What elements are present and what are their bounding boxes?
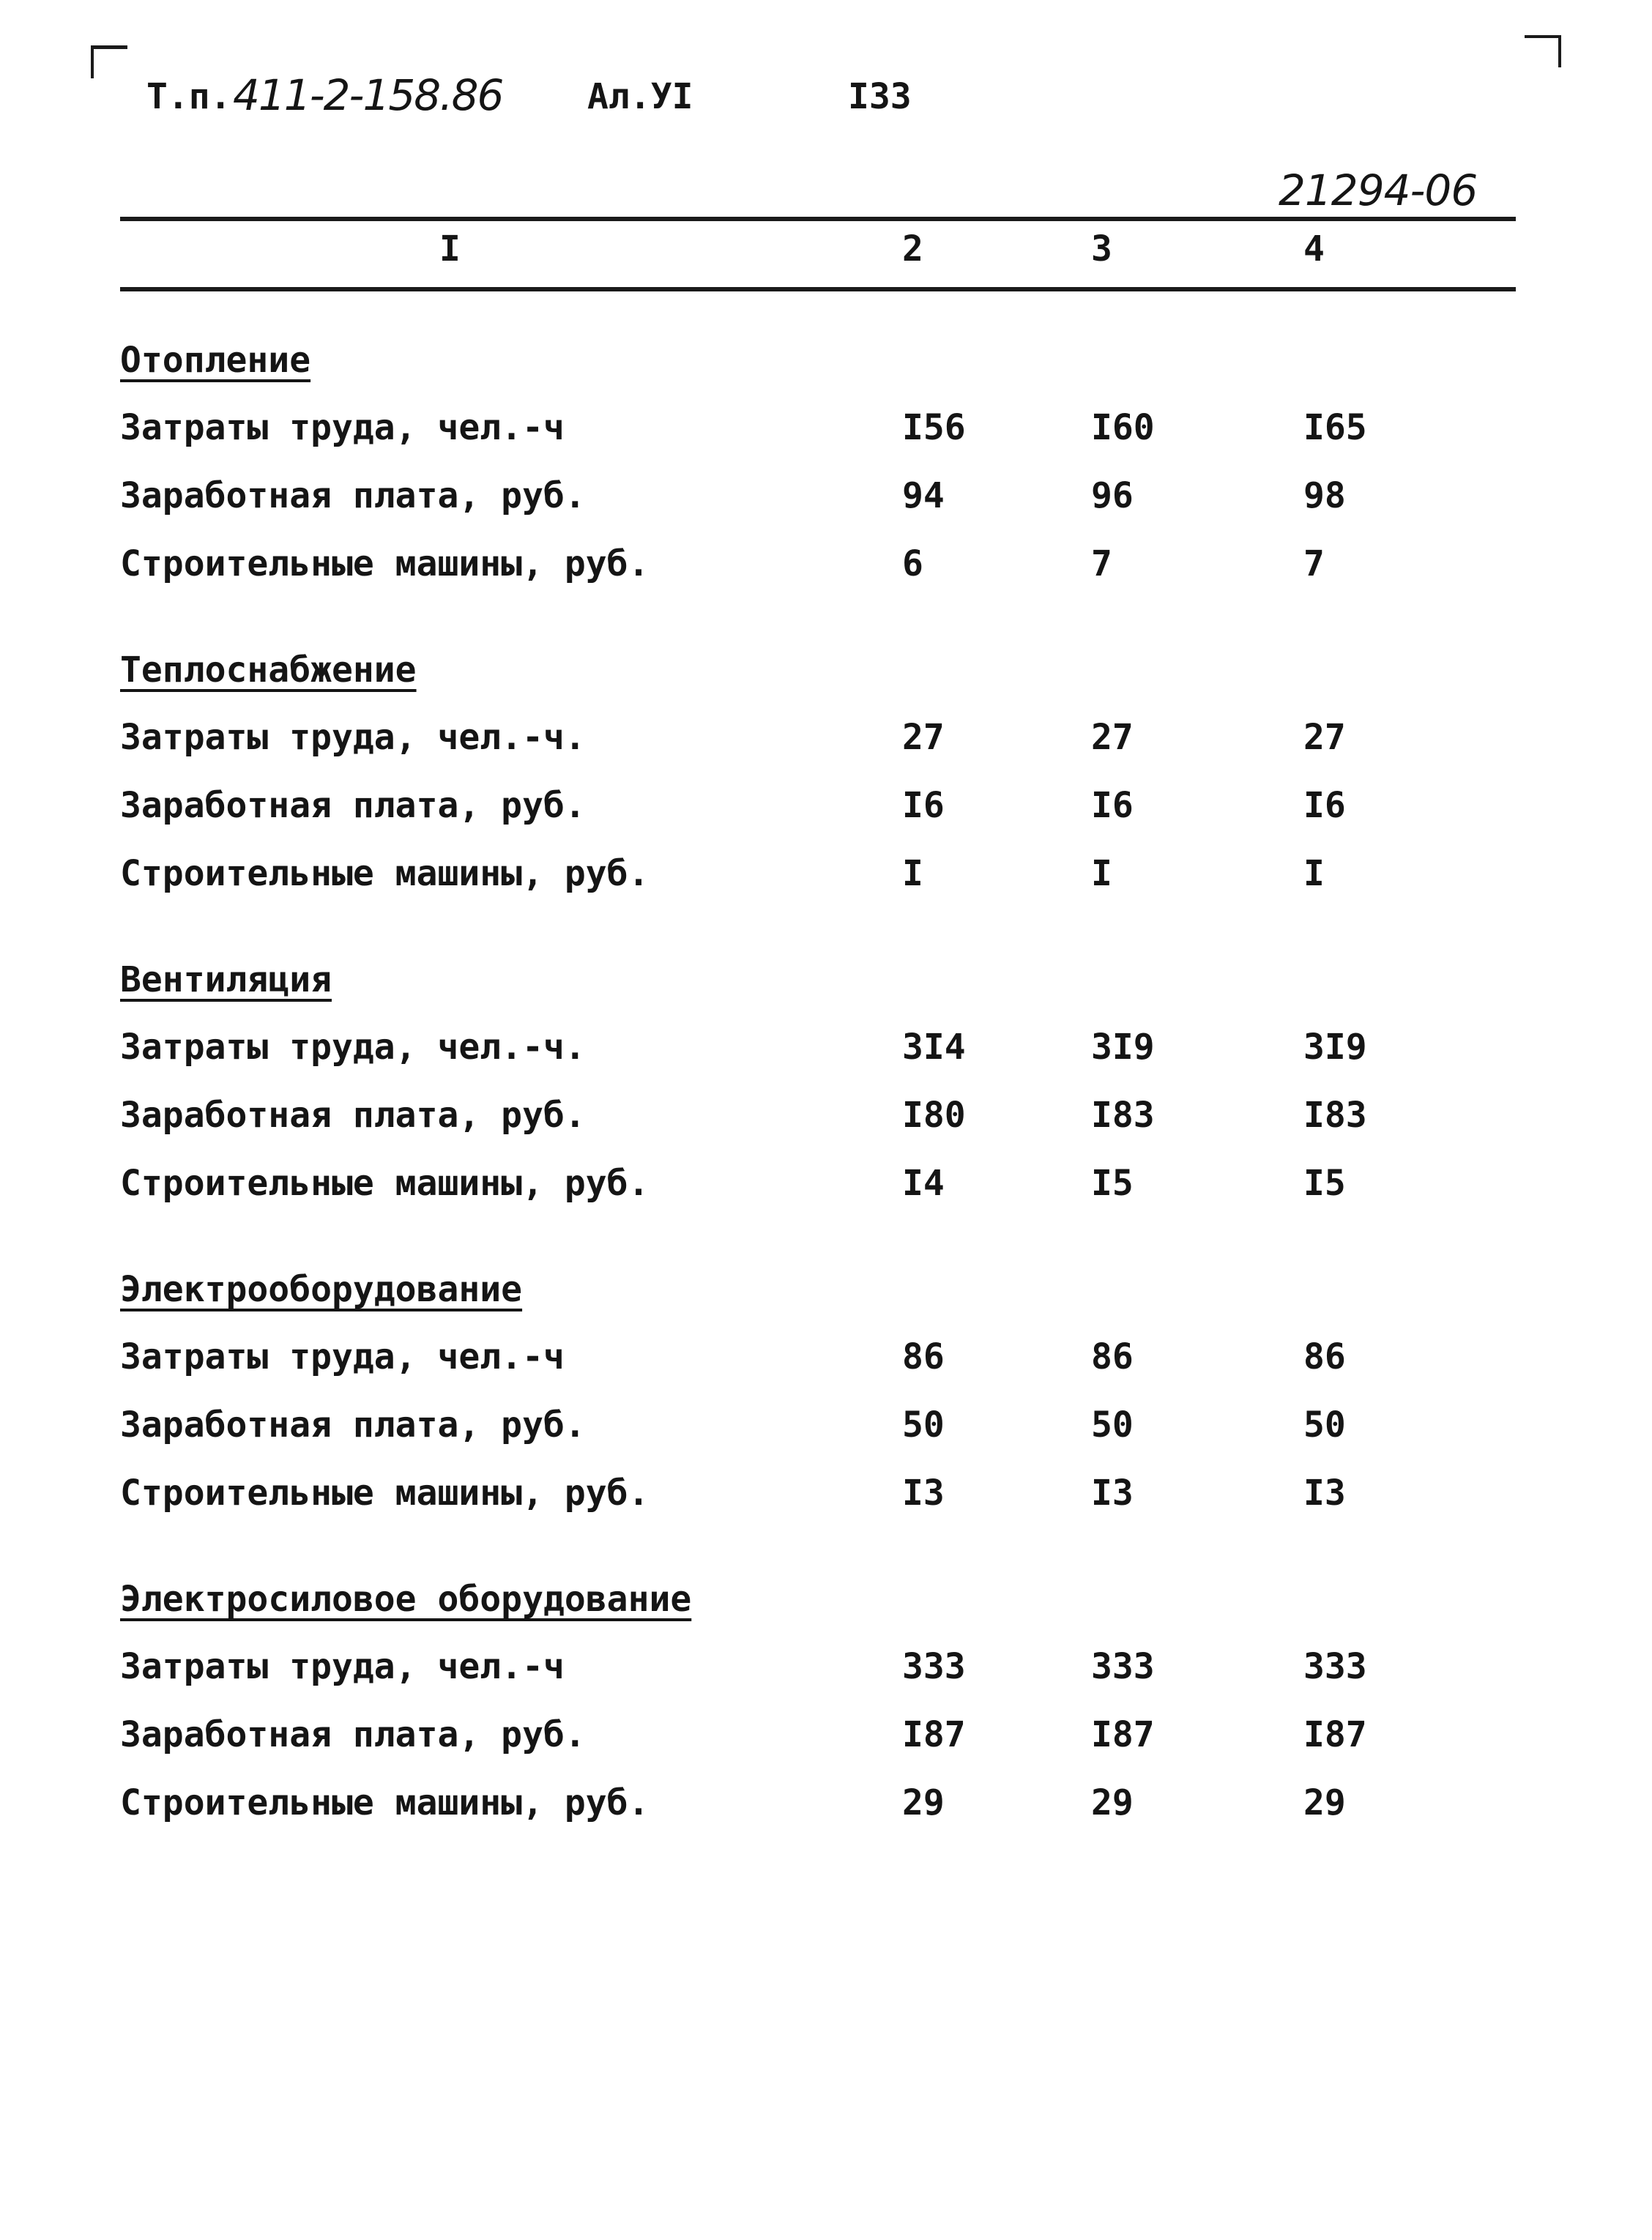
cell-value-col2: I56 xyxy=(902,407,966,448)
cell-value-col2: I6 xyxy=(902,785,945,826)
table-row xyxy=(120,840,1516,908)
section-title: Отопление xyxy=(120,340,311,381)
cell-value-col2: 333 xyxy=(902,1646,966,1687)
column-header-1: I xyxy=(439,228,461,269)
row-label: Заработная плата, руб. xyxy=(120,1404,586,1445)
table-row xyxy=(120,394,1516,462)
cell-value-col3: 29 xyxy=(1091,1782,1134,1823)
section-title: Теплоснабжение xyxy=(120,650,417,691)
column-header-3: 3 xyxy=(1091,228,1112,269)
cell-value-col3: I5 xyxy=(1091,1163,1134,1204)
doc-prefix: Т.п. xyxy=(146,76,231,117)
cell-value-col2: 3I4 xyxy=(902,1027,966,1068)
cell-value-col3: I60 xyxy=(1091,407,1155,448)
section-spacer xyxy=(120,1528,1516,1566)
cell-value-col3: 333 xyxy=(1091,1646,1155,1687)
table-row xyxy=(120,530,1516,598)
cell-value-col2: 29 xyxy=(902,1782,945,1823)
table-header-rule xyxy=(120,287,1516,291)
cell-value-col3: 50 xyxy=(1091,1404,1134,1445)
cell-value-col3: 96 xyxy=(1091,475,1134,516)
row-label: Заработная плата, руб. xyxy=(120,475,586,516)
row-label: Строительные машины, руб. xyxy=(120,1782,650,1823)
cell-value-col2: I80 xyxy=(902,1095,966,1136)
table-row xyxy=(120,1323,1516,1391)
cell-value-col2: I87 xyxy=(902,1714,966,1755)
cell-value-col4: I5 xyxy=(1303,1163,1346,1204)
table-row xyxy=(120,772,1516,840)
cell-value-col4: 3I9 xyxy=(1303,1027,1367,1068)
cell-value-col3: I87 xyxy=(1091,1714,1155,1755)
cell-value-col3: 3I9 xyxy=(1091,1027,1155,1068)
cell-value-col3: I xyxy=(1091,853,1112,894)
table-row xyxy=(120,1701,1516,1769)
cell-value-col4: I xyxy=(1303,853,1325,894)
row-label: Затраты труда, чел.-ч. xyxy=(120,717,586,758)
cell-value-col4: 27 xyxy=(1303,717,1346,758)
column-header-2: 2 xyxy=(902,228,923,269)
cell-value-col3: 7 xyxy=(1091,543,1112,584)
table-row xyxy=(120,1391,1516,1459)
cell-value-col4: I65 xyxy=(1303,407,1367,448)
cell-value-col4: I87 xyxy=(1303,1714,1367,1755)
row-label: Затраты труда, чел.-ч xyxy=(120,407,565,448)
section-spacer xyxy=(120,908,1516,946)
row-label: Строительные машины, руб. xyxy=(120,1473,650,1514)
cell-value-col3: I3 xyxy=(1091,1473,1134,1514)
table-row xyxy=(120,1082,1516,1150)
table-top-rule xyxy=(120,217,1516,221)
cell-value-col2: I4 xyxy=(902,1163,945,1204)
archive-number: 21294-06 xyxy=(1279,165,1478,215)
section-spacer xyxy=(120,1218,1516,1256)
row-label: Затраты труда, чел.-ч xyxy=(120,1646,565,1687)
section-title: Вентиляция xyxy=(120,959,332,1000)
cell-value-col4: 98 xyxy=(1303,475,1346,516)
cell-value-col4: 7 xyxy=(1303,543,1325,584)
table-row xyxy=(120,704,1516,772)
cell-value-col2: 27 xyxy=(902,717,945,758)
table-row xyxy=(120,1633,1516,1701)
cell-value-col3: I83 xyxy=(1091,1095,1155,1136)
cell-value-col4: 50 xyxy=(1303,1404,1346,1445)
cell-value-col3: 86 xyxy=(1091,1336,1134,1377)
section-title: Электрооборудование xyxy=(120,1269,523,1310)
table-row xyxy=(120,1013,1516,1082)
table-row xyxy=(120,1459,1516,1528)
cell-value-col2: 50 xyxy=(902,1404,945,1445)
cell-value-col4: 29 xyxy=(1303,1782,1346,1823)
row-label: Затраты труда, чел.-ч. xyxy=(120,1027,586,1068)
page-number: I33 xyxy=(848,76,912,117)
row-label: Строительные машины, руб. xyxy=(120,853,650,894)
row-label: Строительные машины, руб. xyxy=(120,1163,650,1204)
column-header-4: 4 xyxy=(1303,228,1325,269)
row-label: Затраты труда, чел.-ч xyxy=(120,1336,565,1377)
row-label: Заработная плата, руб. xyxy=(120,1714,586,1755)
cell-value-col2: I xyxy=(902,853,923,894)
cell-value-col2: 86 xyxy=(902,1336,945,1377)
cell-value-col4: I83 xyxy=(1303,1095,1367,1136)
album-label: Ал.УI xyxy=(587,76,693,117)
cell-value-col3: I6 xyxy=(1091,785,1134,826)
row-label: Строительные машины, руб. xyxy=(120,543,650,584)
cell-value-col3: 27 xyxy=(1091,717,1134,758)
table-row xyxy=(120,1150,1516,1218)
row-label: Заработная плата, руб. xyxy=(120,785,586,826)
table-row xyxy=(120,462,1516,530)
cell-value-col2: 6 xyxy=(902,543,923,584)
row-label: Заработная плата, руб. xyxy=(120,1095,586,1136)
cell-value-col2: I3 xyxy=(902,1473,945,1514)
table-row xyxy=(120,1769,1516,1837)
doc-number: 411-2-158.86 xyxy=(233,70,503,120)
section-title: Электросиловое оборудование xyxy=(120,1579,692,1620)
cell-value-col4: I6 xyxy=(1303,785,1346,826)
cell-value-col4: I3 xyxy=(1303,1473,1346,1514)
cell-value-col2: 94 xyxy=(902,475,945,516)
cell-value-col4: 333 xyxy=(1303,1646,1367,1687)
section-spacer xyxy=(120,598,1516,636)
table-body xyxy=(120,327,1516,1837)
cell-value-col4: 86 xyxy=(1303,1336,1346,1377)
corner-mark-top-right xyxy=(1525,35,1561,67)
corner-mark-top-left xyxy=(91,45,127,78)
